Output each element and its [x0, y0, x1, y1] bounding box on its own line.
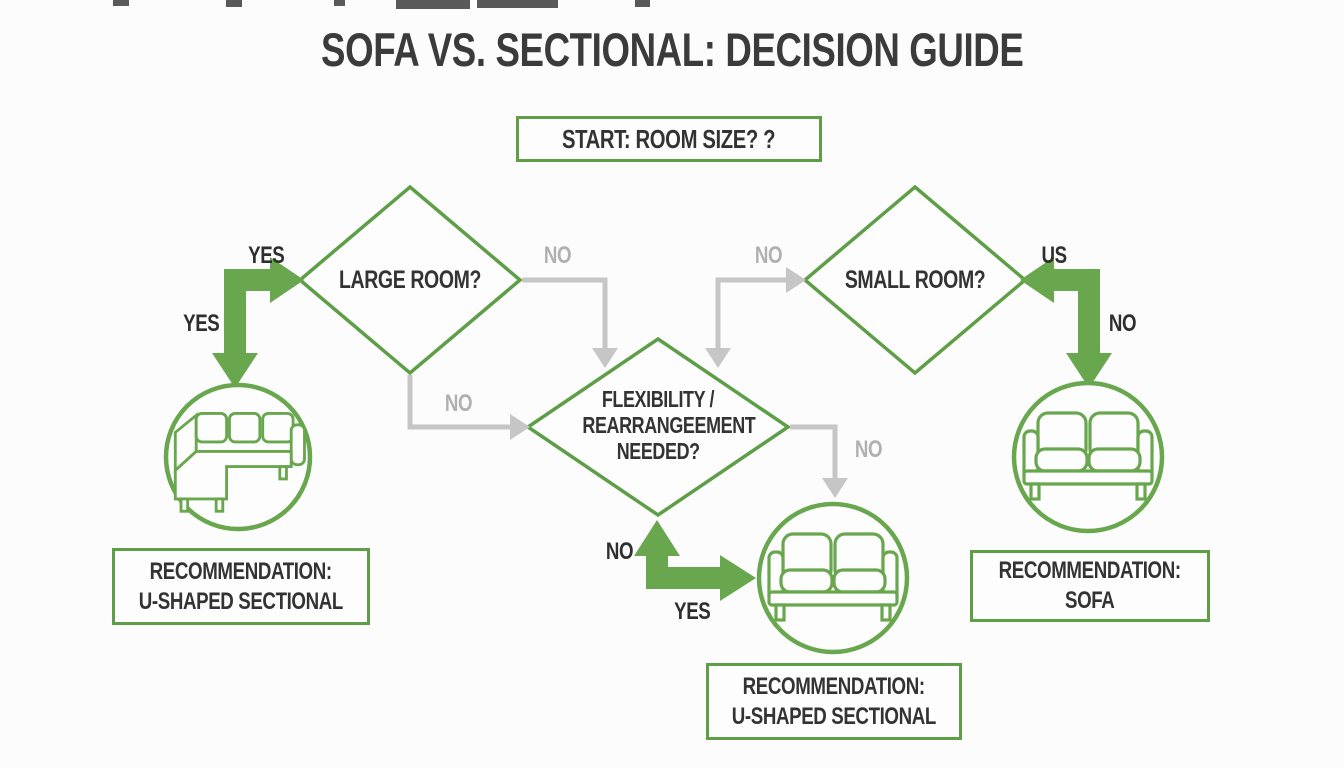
recommendation-sectional-left: RECOMMENDATION: U-SHAPED SECTIONAL [112, 548, 370, 625]
recommendation-sectional-bottom: RECOMMENDATION: U-SHAPED SECTIONAL [706, 663, 962, 740]
edge-label-no-flex-left: NO [605, 538, 633, 565]
yes-arrow-bottom [634, 520, 756, 601]
no-connector-flex-to-sofa-circle [790, 427, 835, 478]
recommendation-sofa-right: RECOMMENDATION: SOFA [970, 550, 1210, 622]
edge-label-us-top-right: US [1041, 242, 1067, 269]
edge-label-yes-top-left: YES [247, 242, 285, 269]
edge-label-no-large-right: NO [543, 242, 571, 269]
page-title: SOFA VS. SECTIONAL: DECISION GUIDE [320, 23, 1024, 76]
flexibility-label: FLEXIBILITY / REARRANGEEMENT NEEDED? [582, 386, 756, 464]
no-connector-to-small-room [718, 280, 786, 348]
edge-label-no-large-down: NO [444, 390, 472, 417]
small-room-label: SMALL ROOM? [844, 266, 986, 294]
edge-label-no-flex-right: NO [854, 436, 882, 463]
start-node-label: START: ROOM SIZE? ? [562, 123, 776, 154]
gray-arrowhead-right-icon [786, 267, 806, 293]
large-room-label: LARGE ROOM? [339, 266, 481, 294]
edge-label-no-to-small: NO [754, 242, 782, 269]
gray-arrowhead-down-icon [822, 478, 848, 498]
gray-arrowhead-right-icon [510, 414, 530, 440]
no-connector-large-to-flex-top [522, 280, 605, 348]
gray-arrowhead-down-icon [592, 348, 618, 368]
edge-label-yes-left: YES [182, 310, 220, 337]
start-node [516, 116, 822, 162]
edge-label-no-right-side: NO [1108, 310, 1136, 337]
gray-arrowhead-down-icon [705, 348, 731, 368]
edge-label-yes-flex-bottom: YES [673, 598, 711, 625]
